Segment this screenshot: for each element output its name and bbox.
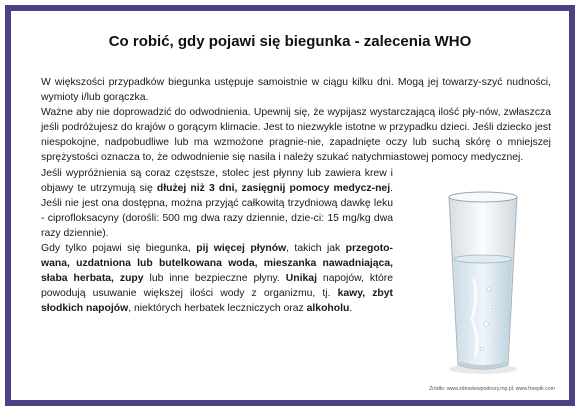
source-credit: Źródło: www.zdrowiewpodrozy.mp.pl; www.freepik.com bbox=[429, 386, 555, 392]
poster-frame bbox=[5, 5, 575, 406]
text-span: , takich jak bbox=[286, 243, 346, 255]
text-span: , niektórych herbatek leczniczych oraz bbox=[128, 303, 307, 315]
bold-span: dłużej niż 3 dni, zasięgnij pomocy medycz-nej bbox=[156, 182, 391, 194]
text-span: Jeśli wypróżnienia są coraz częstsze, stolec jest płynny lub zawiera krew i objawy te utrzymują się bbox=[41, 167, 393, 194]
text-span: Gdy tylko pojawi się biegunka, bbox=[41, 243, 197, 255]
bold-span: kawy, zbyt słodkich napojów bbox=[41, 288, 394, 315]
bold-span: Unikaj bbox=[285, 273, 317, 285]
page-title: Co robić, gdy pojawi się biegunka - zalecenia WHO bbox=[108, 33, 472, 50]
glass-of-water-icon bbox=[444, 189, 522, 375]
text-span: . Jeśli nie jest ona dostępna, można przyjąć całkowitą trzydniową dawkę leku - ciprofloksacyny (dorośli: 500 mg dwa razy dziennie, dzie-ci: 15 mg/kg dwa razy dziennie). bbox=[41, 182, 393, 239]
text-span: napojów, które powodują usuwanie większej ilości wody z organizmu, tj. bbox=[41, 273, 393, 300]
paragraph-fluids bbox=[41, 241, 393, 316]
paragraph-intro: W większości przypadków biegunka ustępuje samoistnie w ciągu kilku dni. Mogą jej towarzy-szyć nudności, wymioty i/lub gorączka. bbox=[41, 77, 551, 104]
text-span: . bbox=[349, 303, 353, 315]
text-span: lub inne bezpieczne płyny. bbox=[143, 273, 286, 285]
paragraph-medical-help bbox=[41, 166, 393, 241]
bold-span: pij więcej płynów bbox=[196, 243, 287, 255]
paragraph-dehydration: Ważne aby nie doprowadzić do odwodnienia. Upewnij się, że wypijasz wystarczającą ilość pły-nów, zwłaszcza jeśli podróżujesz do krajów o gorącym klimacie. Jest to niezwykle istotne w przypadku dzieci. Jeśli dziecko jest niespokojne, nadpobudliwe lub ma wzmożone pragnie-nie, zapadnięte oczy lub suchą skórę o mniejszej sprężystości oznacza to, że odwodnienie się nasila i należy szukać natychmiastowej pomocy medycznej. bbox=[41, 107, 551, 164]
bold-span: alkoholu bbox=[306, 303, 350, 315]
bold-span: przegoto-wana, uzdatniona lub butelkowana woda, mieszanka nawadniająca, słaba herbata, zupy bbox=[41, 243, 393, 285]
